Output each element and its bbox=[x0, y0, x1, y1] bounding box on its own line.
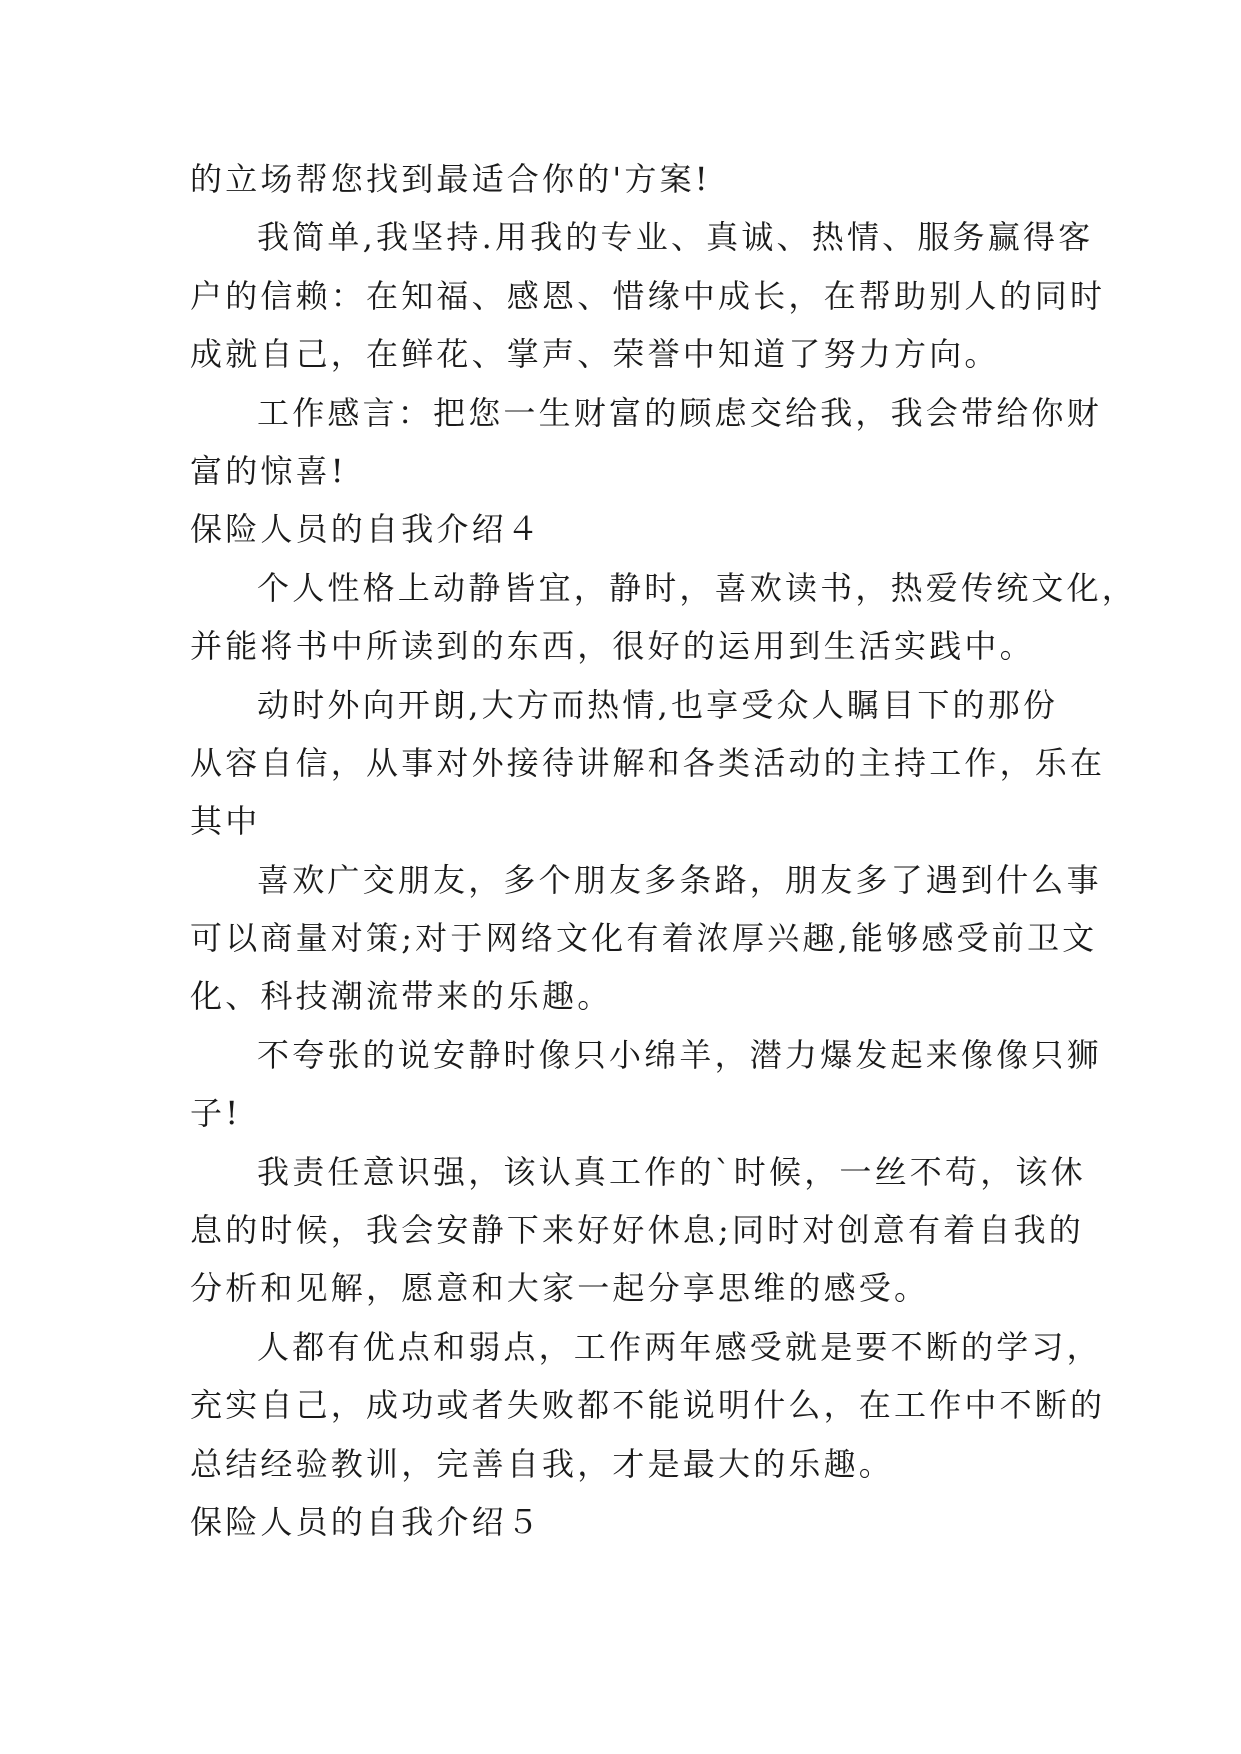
text-line: 总结经验教训，完善自我，才是最大的乐趣。 bbox=[190, 1444, 895, 1483]
section-heading: 保险人员的自我介绍４ bbox=[190, 510, 543, 549]
paragraph-start-line: 不夸张的说安静时像只小绵羊，潜力爆发起来像像只狮 bbox=[257, 1035, 1102, 1074]
text-line: 从容自信，从事对外接待讲解和各类活动的主持工作，乐在 bbox=[190, 743, 1106, 782]
text-line: 充实自己，成功或者失败都不能说明什么，在工作中不断的 bbox=[190, 1386, 1106, 1425]
text-line: 成就自己，在鲜花、掌声、荣誉中知道了努力方向。 bbox=[190, 335, 1000, 374]
text-line: 并能将书中所读到的东西，很好的运用到生活实践中。 bbox=[190, 627, 1035, 666]
text-line: 富的惊喜! bbox=[190, 451, 347, 490]
paragraph-start-line: 喜欢广交朋友，多个朋友多条路，朋友多了遇到什么事 bbox=[257, 860, 1102, 899]
text-line: 息的时候，我会安静下来好好休息;同时对创意有着自我的 bbox=[190, 1211, 1084, 1250]
text-line: 子! bbox=[190, 1094, 242, 1133]
paragraph-start-line: 我简单,我坚持.用我的专业、真诚、热情、服务赢得客 bbox=[257, 218, 1094, 257]
text-line: 分析和见解，愿意和大家一起分享思维的感受。 bbox=[190, 1269, 930, 1308]
document-page bbox=[190, 150, 1138, 1551]
paragraph-start-line: 个人性格上动静皆宜，静时，喜欢读书，热爱传统文化， bbox=[257, 568, 1138, 607]
section-heading: 保险人员的自我介绍５ bbox=[190, 1502, 543, 1541]
text-line: 户的信赖：在知福、感恩、惜缘中成长，在帮助别人的同时 bbox=[190, 276, 1106, 315]
paragraph-start-line: 我责任意识强，该认真工作的`时候，一丝不苟，该休 bbox=[257, 1152, 1086, 1191]
text-line: 的立场帮您找到最适合你的'方案! bbox=[190, 160, 711, 198]
paragraph-start-line: 人都有优点和弱点，工作两年感受就是要不断的学习， bbox=[257, 1327, 1102, 1366]
text-line: 化、科技潮流带来的乐趣。 bbox=[190, 977, 613, 1016]
paragraph-start-line: 动时外向开朗,大方而热情,也享受众人瞩目下的那份 bbox=[257, 685, 1059, 724]
paragraph-start-line: 工作感言：把您一生财富的顾虑交给我，我会带给你财 bbox=[257, 393, 1102, 432]
text-line: 其中 bbox=[190, 802, 261, 841]
text-line: 可以商量对策;对于网络文化有着浓厚兴趣,能够感受前卫文 bbox=[190, 919, 1098, 958]
